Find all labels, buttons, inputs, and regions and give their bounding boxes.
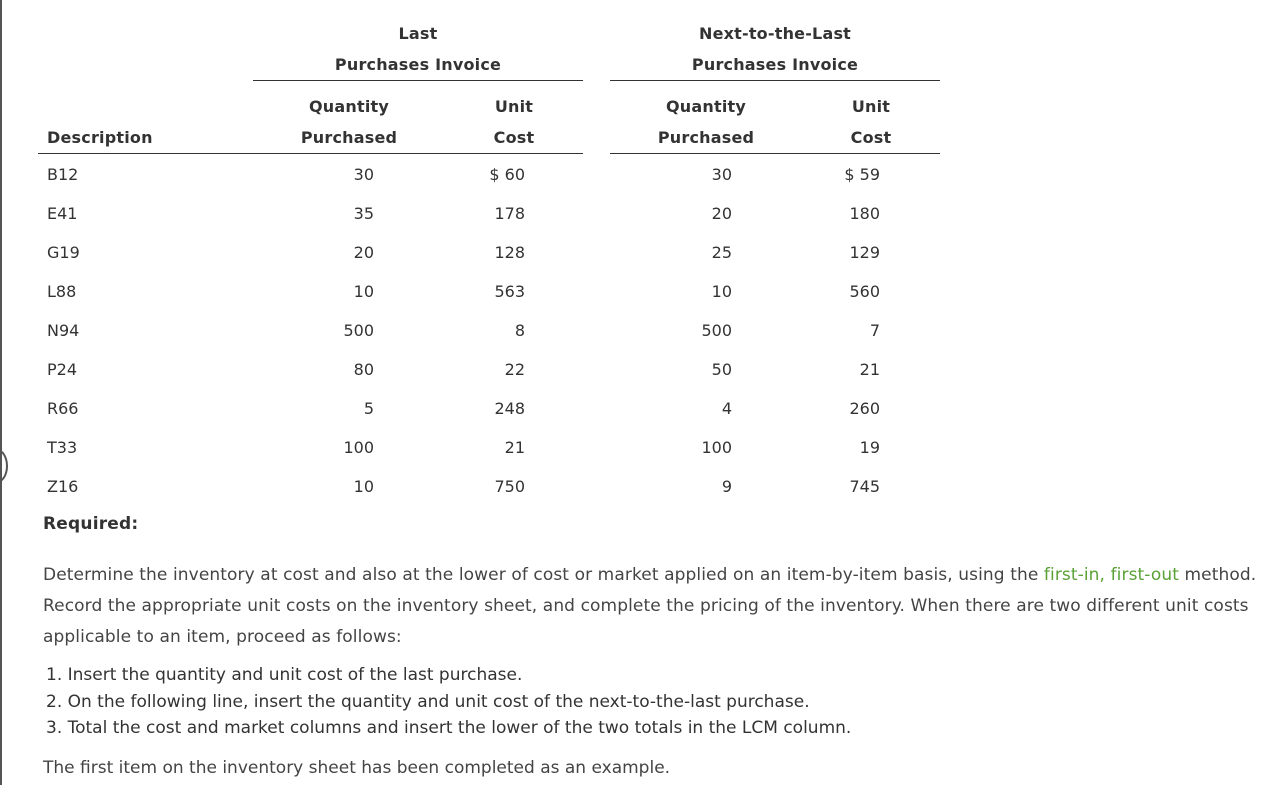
example-note: The first item on the inventory sheet has been completed as an example.: [43, 758, 671, 778]
last-unit-cost: 248: [494, 399, 525, 418]
last-unit-cost: 178: [494, 204, 525, 223]
next-quantity: 50: [711, 360, 732, 379]
table-row: [38, 233, 940, 272]
item-description: L88: [47, 282, 77, 301]
last-unit-cost: 21: [504, 438, 525, 457]
item-description: Z16: [47, 477, 79, 496]
last-unit-cost-header: Unit Cost: [445, 81, 583, 154]
last-quantity: 10: [353, 477, 374, 496]
next-unit-cost-header: Unit Cost: [802, 81, 940, 154]
table-row: [38, 311, 940, 350]
last-quantity: 500: [343, 321, 374, 340]
next-quantity: 25: [711, 243, 732, 262]
item-description: B12: [47, 164, 79, 184]
instructions-text-continued: method. Record the appropriate unit costs on the inventory sheet, and complete the pricing of the inventory. When there are two different unit costs applicable to an item, proceed as follows:: [43, 565, 1257, 647]
item-description: R66: [47, 399, 79, 418]
table-row: [38, 428, 940, 467]
table-row: [38, 467, 940, 506]
last-unit-cost: $ 60: [489, 164, 525, 184]
group-header-row: [38, 12, 940, 81]
next-to-last-purchases-header: Next-to-the-Last Purchases Invoice: [610, 12, 940, 81]
table-row: [38, 194, 940, 233]
last-unit-cost: 8: [514, 321, 525, 340]
last-unit-cost: 563: [494, 282, 525, 301]
table-row: [38, 154, 940, 195]
item-description: T33: [47, 438, 78, 457]
next-quantity: 10: [711, 282, 732, 301]
purchase-invoice-table: [38, 12, 940, 506]
next-unit-cost: 129: [849, 243, 880, 262]
step-item: 2. On the following line, insert the quantity and unit cost of the next-to-the-last purchase.: [46, 691, 810, 712]
last-unit-cost: 22: [504, 360, 525, 379]
item-description: G19: [47, 243, 80, 262]
last-unit-cost: 128: [494, 243, 525, 262]
next-quantity: 20: [711, 204, 732, 223]
next-unit-cost: 21: [859, 360, 880, 379]
next-quantity-header: Quantity Purchased: [610, 81, 802, 154]
required-heading: Required:: [43, 514, 139, 534]
instructions-text: Determine the inventory at cost and also at the lower of cost or market applied on an item-by-item basis, using the: [43, 565, 1044, 585]
fifo-term-link[interactable]: first-in, first-out: [1043, 565, 1179, 585]
next-unit-cost: 19: [859, 438, 880, 457]
last-quantity: 10: [353, 282, 374, 301]
next-unit-cost: 7: [869, 321, 880, 340]
item-description: E41: [47, 204, 78, 223]
next-quantity: 100: [701, 438, 732, 457]
item-description: N94: [47, 321, 80, 340]
next-quantity: 4: [721, 399, 732, 418]
left-border: [0, 0, 2, 785]
table-row: [38, 350, 940, 389]
next-unit-cost: 180: [849, 204, 880, 223]
item-description: P24: [47, 360, 78, 379]
last-quantity: 100: [343, 438, 374, 457]
last-quantity: 20: [353, 243, 374, 262]
last-quantity: 35: [353, 204, 374, 223]
next-unit-cost: 745: [849, 477, 880, 496]
last-quantity-header: Quantity Purchased: [253, 81, 445, 154]
last-purchases-header: Last Purchases Invoice: [253, 12, 583, 81]
last-quantity: 80: [353, 360, 374, 379]
last-quantity: 30: [353, 164, 374, 184]
instructions-paragraph: [43, 560, 1258, 653]
next-quantity: 500: [701, 321, 732, 340]
last-unit-cost: 750: [494, 477, 525, 496]
step-item: 3. Total the cost and market columns and insert the lower of the two totals in the LCM column.: [46, 718, 852, 738]
left-edge-handle: [0, 449, 8, 483]
next-unit-cost: 560: [849, 282, 880, 301]
next-unit-cost: 260: [849, 399, 880, 418]
next-unit-cost: $ 59: [844, 164, 880, 184]
column-header-row: [38, 81, 940, 154]
next-quantity: 30: [711, 164, 732, 184]
step-item: 1. Insert the quantity and unit cost of the last purchase.: [46, 665, 523, 685]
header-spacer: [38, 12, 253, 81]
next-quantity: 9: [721, 477, 732, 496]
description-header: Description: [38, 81, 253, 154]
steps-list: [46, 662, 851, 742]
last-quantity: 5: [363, 399, 374, 418]
table-row: [38, 389, 940, 428]
table-row: [38, 272, 940, 311]
